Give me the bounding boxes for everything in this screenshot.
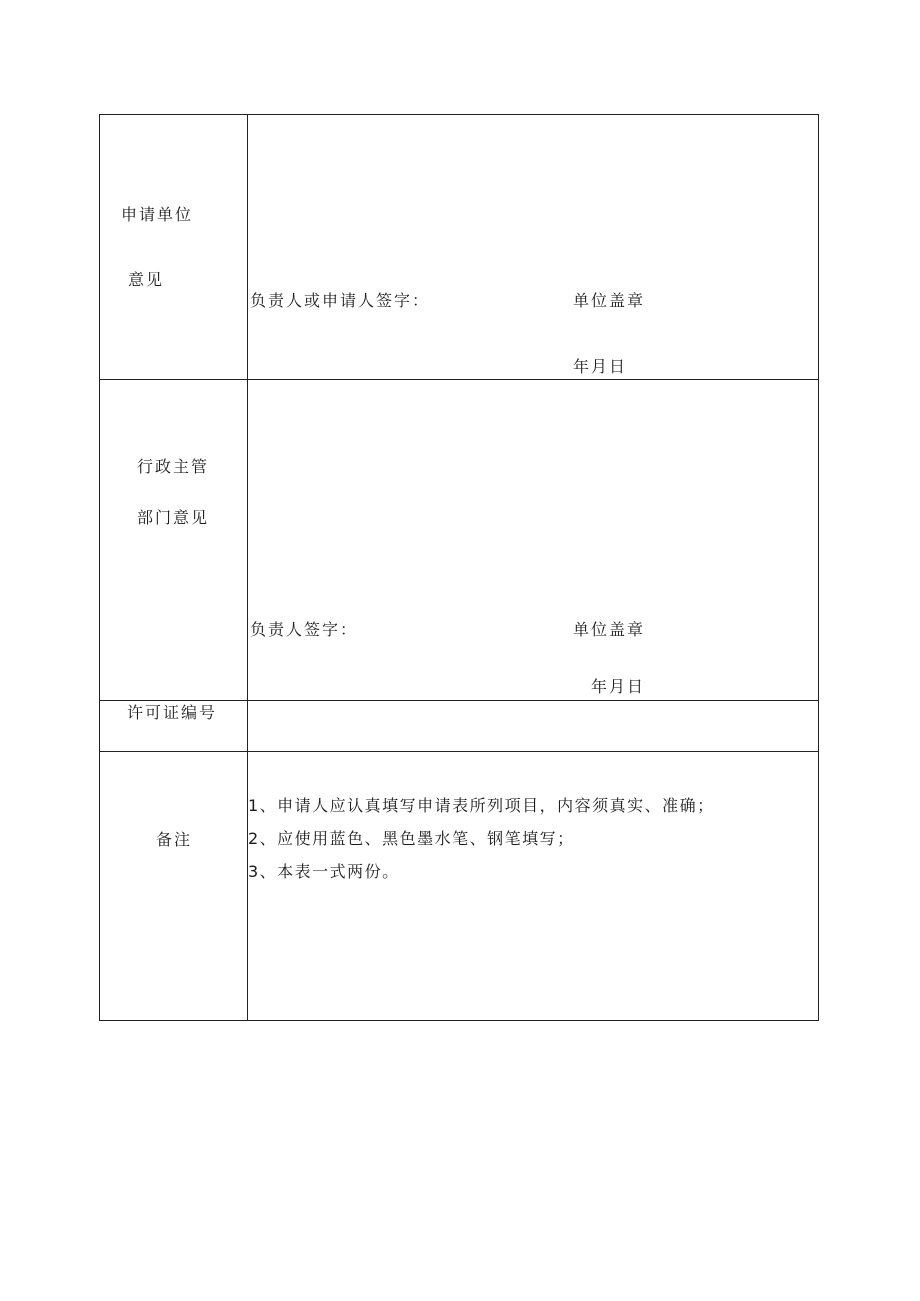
admin-seal-label: 单位盖章	[573, 620, 646, 639]
admin-signature-label: 负责人签字：	[250, 620, 359, 639]
remarks-note-1: 1、申请人应认真填写申请表所列项目，内容须真实、准确；	[248, 796, 715, 815]
applicant-opinion-row	[100, 115, 818, 380]
applicant-opinion-label-line1: 申请单位	[121, 205, 194, 224]
remarks-row	[100, 752, 818, 1021]
license-number-row	[100, 701, 818, 752]
remarks-note-3: 3、本表一式两份。	[248, 862, 400, 881]
applicant-seal-label: 单位盖章	[573, 291, 646, 310]
admin-opinion-label-line1: 行政主管	[137, 457, 210, 476]
admin-date-label: 年月日	[591, 677, 646, 696]
column-divider	[247, 752, 248, 1021]
license-number-label: 许可证编号	[127, 703, 218, 722]
remarks-note-2: 2、应使用蓝色、黑色墨水笔、钢笔填写；	[248, 829, 575, 848]
admin-opinion-label-line2: 部门意见	[137, 508, 210, 527]
column-divider	[247, 115, 248, 379]
applicant-signature-label: 负责人或申请人签字：	[250, 291, 431, 310]
application-form-table	[99, 114, 819, 1021]
admin-opinion-row	[100, 380, 818, 701]
applicant-opinion-label-line2: 意见	[128, 270, 165, 289]
column-divider	[247, 701, 248, 751]
remarks-label: 备注	[156, 830, 193, 849]
column-divider	[247, 380, 248, 700]
applicant-date-label: 年月日	[573, 357, 628, 376]
